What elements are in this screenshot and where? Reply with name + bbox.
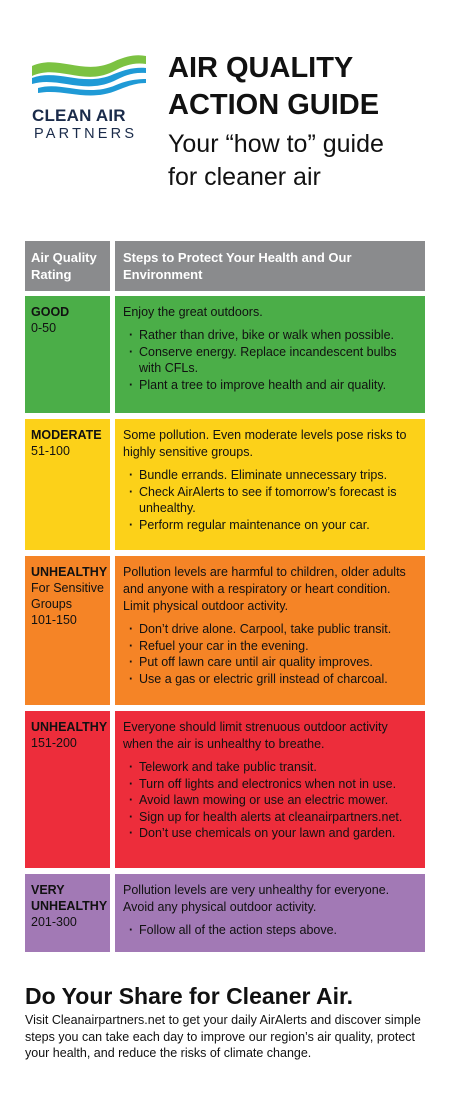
table-row-unhealthy [25,711,425,868]
list-item: · Rather than drive, bike or walk when possible. [129,327,417,344]
steps-list [123,621,417,687]
list-item: · Don’t drive alone. Carpool, take public transit. [129,621,417,638]
column-header-rating: Air Quality Rating [25,241,110,291]
column-header-steps: Steps to Protect Your Health and Our Environment [115,241,425,291]
rating-cell [25,296,110,413]
list-item: · Turn off lights and electronics when not in use. [129,776,417,793]
subtitle-line-2: for cleaner air [168,163,321,191]
list-item: · Refuel your car in the evening. [129,638,417,655]
steps-cell [115,711,425,868]
list-item: · Avoid lawn mowing or use an electric mower. [129,792,417,809]
steps-cell [115,296,425,413]
list-item: · Use a gas or electric grill instead of charcoal. [129,671,417,688]
rating-subtitle: For Sensitive Groups [31,581,104,611]
clean-air-partners-logo [28,48,148,148]
rating-cell [25,556,110,705]
list-item: · Bundle errands. Eliminate unnecessary trips. [129,467,417,484]
rating-name: UNHEALTHY [31,720,108,734]
rating-description: Some pollution. Even moderate levels pose risks to highly sensitive groups. [123,428,407,459]
list-item: · Don’t use chemicals on your lawn and garden. [129,825,417,842]
footer-text: Visit Cleanairpartners.net to get your daily AirAlerts and discover simple steps you can take each day to improve our region’s air quality, protect your health, and reduce the risks of climate change. [25,1013,421,1060]
footer [25,982,435,1062]
table-header-row [25,241,425,291]
rating-range: 0-50 [31,321,57,335]
rating-name: MODERATE [31,428,102,442]
air-quality-table [25,241,425,958]
steps-list [123,922,417,939]
rating-range: 101-150 [31,613,77,627]
list-item: · Follow all of the action steps above. [129,922,417,939]
title-line-2: ACTION GUIDE [168,89,380,121]
rating-cell [25,874,110,952]
list-item: · Conserve energy. Replace incandescent bulbs with CFLs. [129,344,417,377]
rating-description: Pollution levels are harmful to children, older adults and anyone with a respiratory or heart condition. Limit physical outdoor activity. [123,565,406,613]
steps-list [123,759,417,842]
rating-description: Enjoy the great outdoors. [123,305,263,319]
steps-cell [115,874,425,952]
list-item: · Perform regular maintenance on your car. [129,517,417,534]
rating-name: GOOD [31,305,70,319]
title-line-1: AIR QUALITY [168,52,354,84]
steps-cell [115,419,425,550]
subtitle-line-1: Your “how to” guide [168,130,384,158]
rating-name: UNHEALTHY [31,565,108,579]
page-subtitle [168,128,384,194]
rating-range: 51-100 [31,444,70,458]
rating-range: 151-200 [31,736,77,750]
table-row-unhealthy-sensitive [25,556,425,705]
list-item: · Put off lawn care until air quality improves. [129,654,417,671]
logo-text-partners: PARTNERS [34,126,138,142]
rating-name: VERY UNHEALTHY [31,883,108,913]
list-item: · Telework and take public transit. [129,759,417,776]
table-row-moderate [25,419,425,550]
rating-description: Everyone should limit strenuous outdoor activity when the air is unhealthy to breathe. [123,720,388,751]
rating-range: 201-300 [31,915,77,929]
logo-text-clean-air: CLEAN AIR [32,106,126,125]
footer-title: Do Your Share for Cleaner Air. [25,983,354,1009]
list-item: · Plant a tree to improve health and air quality. [129,377,417,394]
rating-description: Pollution levels are very unhealthy for everyone. Avoid any physical outdoor activity. [123,883,390,914]
page-header [0,0,450,230]
list-item: · Sign up for health alerts at cleanairpartners.net. [129,809,417,826]
rating-cell [25,419,110,550]
table-row-good [25,296,425,413]
page-title [168,50,379,124]
rating-cell [25,711,110,868]
steps-list [123,327,417,393]
list-item: · Check AirAlerts to see if tomorrow’s forecast is unhealthy. [129,484,417,517]
steps-cell [115,556,425,705]
table-row-very-unhealthy [25,874,425,952]
steps-list [123,467,417,533]
logo-swoosh-icon [28,48,148,103]
